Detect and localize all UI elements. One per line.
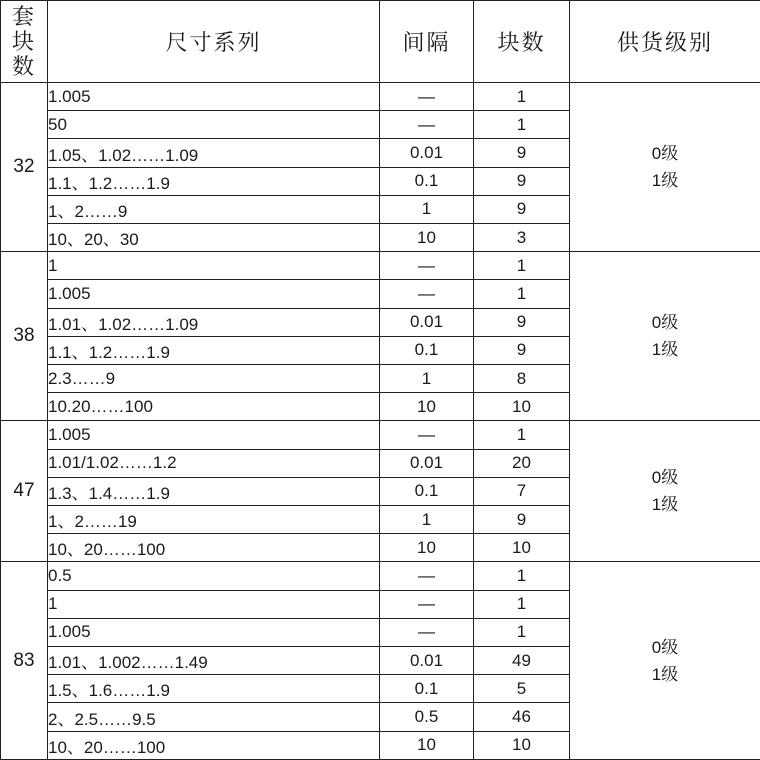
interval-cell: 0.01: [380, 449, 474, 477]
interval-cell: 1: [380, 506, 474, 534]
header-blocks: 块数: [474, 1, 570, 83]
interval-cell: 10: [380, 534, 474, 562]
interval-cell: 0.5: [380, 703, 474, 731]
size-series-cell: 1.05、1.02……1.09: [48, 139, 380, 167]
interval-cell: 0.01: [380, 139, 474, 167]
size-series-cell: 1.1、1.2……1.9: [48, 336, 380, 364]
header-set-char: 块: [11, 29, 36, 54]
interval-cell: —: [380, 618, 474, 646]
header-grade: 供货级别: [570, 1, 760, 83]
header-row: [1, 1, 760, 83]
interval-cell: 0.1: [380, 477, 474, 505]
block-count-cell: 8: [474, 365, 570, 393]
set-count-cell: 32: [1, 83, 48, 252]
interval-cell: 0.1: [380, 167, 474, 195]
block-count-cell: 5: [474, 675, 570, 703]
size-series-cell: 2.3……9: [48, 365, 380, 393]
size-series-cell: 10、20……100: [48, 534, 380, 562]
interval-cell: 0.01: [380, 308, 474, 336]
interval-cell: —: [380, 111, 474, 139]
interval-cell: —: [380, 252, 474, 280]
block-count-cell: 1: [474, 618, 570, 646]
block-count-cell: 9: [474, 506, 570, 534]
block-count-cell: 1: [474, 252, 570, 280]
size-series-cell: 50: [48, 111, 380, 139]
block-count-cell: 1: [474, 83, 570, 111]
size-series-cell: 1.01、1.02……1.09: [48, 308, 380, 336]
header-size-series: 尺寸系列: [48, 1, 380, 83]
header-set-char: 套: [11, 4, 36, 29]
size-series-cell: 1.005: [48, 618, 380, 646]
block-count-cell: 10: [474, 393, 570, 421]
interval-cell: 0.01: [380, 647, 474, 675]
size-series-cell: 0.5: [48, 562, 380, 590]
interval-cell: 10: [380, 224, 474, 252]
table-row: [1, 83, 760, 111]
size-series-cell: 1.3、1.4……1.9: [48, 477, 380, 505]
block-count-cell: 9: [474, 308, 570, 336]
interval-cell: —: [380, 421, 474, 449]
block-count-cell: 3: [474, 224, 570, 252]
table-row: [1, 421, 760, 449]
supply-grade-cell: [570, 421, 760, 562]
header-interval: 间隔: [380, 1, 474, 83]
grade-line: 0级: [651, 637, 679, 657]
grade-line: 1级: [651, 495, 679, 515]
size-series-cell: 1.5、1.6……1.9: [48, 675, 380, 703]
grade-line: 0级: [651, 468, 679, 488]
size-series-cell: 2、2.5……9.5: [48, 703, 380, 731]
interval-cell: —: [380, 590, 474, 618]
size-series-cell: 10、20、30: [48, 224, 380, 252]
size-series-cell: 10、20……100: [48, 731, 380, 759]
set-count-cell: 47: [1, 421, 48, 562]
grade-line: 1级: [651, 171, 679, 191]
block-count-cell: 1: [474, 562, 570, 590]
block-count-cell: 10: [474, 731, 570, 759]
interval-cell: 10: [380, 731, 474, 759]
size-series-cell: 1.1、1.2……1.9: [48, 167, 380, 195]
interval-cell: —: [380, 280, 474, 308]
block-count-cell: 7: [474, 477, 570, 505]
header-set-count: [1, 1, 48, 83]
supply-grade-cell: [570, 252, 760, 421]
supply-grade-cell: [570, 83, 760, 252]
block-count-cell: 46: [474, 703, 570, 731]
interval-cell: 10: [380, 393, 474, 421]
table-body: [1, 83, 760, 760]
block-count-cell: 10: [474, 534, 570, 562]
interval-cell: 1: [380, 195, 474, 223]
block-count-cell: 1: [474, 111, 570, 139]
grade-line: 0级: [651, 144, 679, 164]
block-count-cell: 20: [474, 449, 570, 477]
set-count-cell: 38: [1, 252, 48, 421]
size-series-cell: 1.01、1.002……1.49: [48, 647, 380, 675]
interval-cell: 1: [380, 365, 474, 393]
size-series-cell: 1.005: [48, 280, 380, 308]
block-count-cell: 49: [474, 647, 570, 675]
size-series-cell: 1: [48, 590, 380, 618]
size-series-cell: 1.005: [48, 83, 380, 111]
interval-cell: —: [380, 562, 474, 590]
table-row: [1, 252, 760, 280]
size-series-cell: 1、2……19: [48, 506, 380, 534]
table-row: [1, 562, 760, 590]
block-count-cell: 9: [474, 195, 570, 223]
size-series-cell: 1、2……9: [48, 195, 380, 223]
grade-line: 0级: [651, 313, 679, 333]
header-set-char: 数: [11, 54, 36, 79]
grade-line: 1级: [651, 664, 679, 684]
interval-cell: —: [380, 83, 474, 111]
interval-cell: 0.1: [380, 675, 474, 703]
block-count-cell: 9: [474, 336, 570, 364]
interval-cell: 0.1: [380, 336, 474, 364]
supply-grade-cell: [570, 562, 760, 760]
size-series-cell: 1.01/1.02……1.2: [48, 449, 380, 477]
block-count-cell: 9: [474, 167, 570, 195]
block-count-cell: 9: [474, 139, 570, 167]
set-count-cell: 83: [1, 562, 48, 760]
size-series-cell: 1.005: [48, 421, 380, 449]
size-series-cell: 10.20……100: [48, 393, 380, 421]
block-count-cell: 1: [474, 590, 570, 618]
block-count-cell: 1: [474, 421, 570, 449]
size-series-cell: 1: [48, 252, 380, 280]
grade-line: 1级: [651, 340, 679, 360]
block-count-cell: 1: [474, 280, 570, 308]
